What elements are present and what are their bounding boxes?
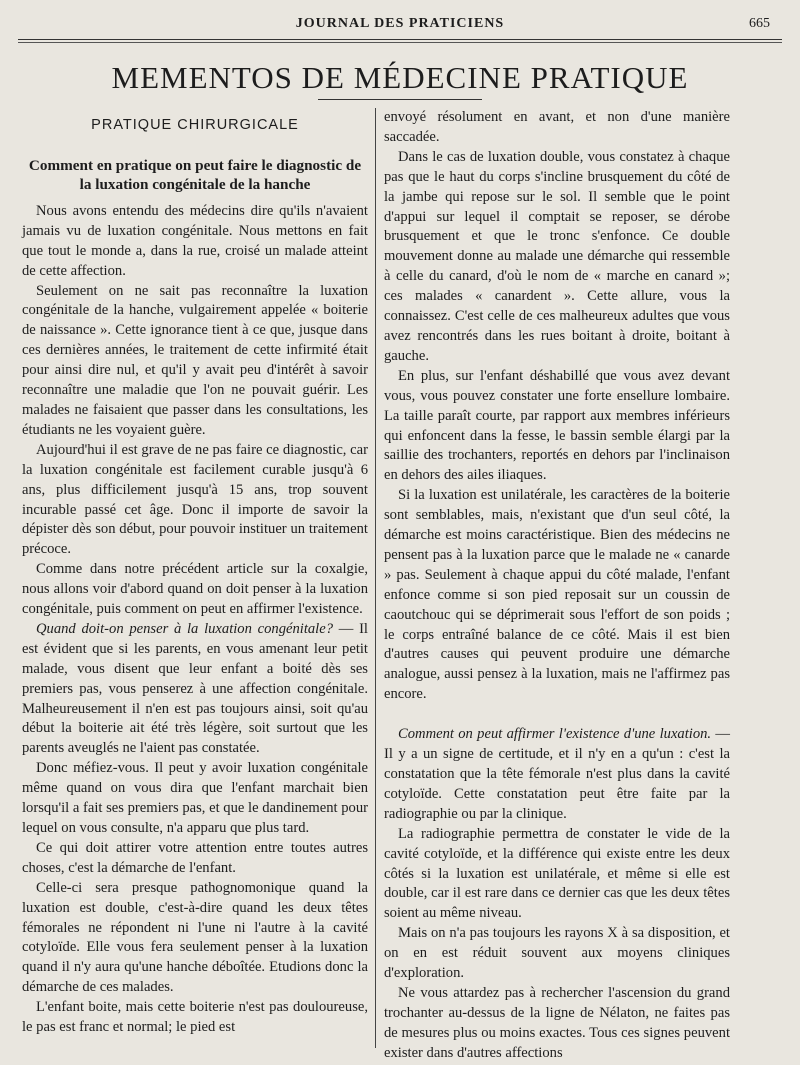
- header-rule-thin: [18, 42, 782, 43]
- journal-name: JOURNAL DES PRATICIENS: [295, 16, 505, 31]
- page-title: MEMENTOS DE MÉDECINE PRATIQUE: [111, 60, 689, 95]
- paragraph: Mais on n'a pas toujours les rayons X à sa disposition, et on en est réduit souvent aux moyens cliniques d'exploration.: [384, 925, 730, 982]
- article-title: Comment en pratique on peut faire le diagnostic de la luxation congénitale de la hanche: [28, 156, 362, 193]
- paragraph: envoyé résolument en avant, et non d'une manière saccadée.: [384, 109, 730, 145]
- left-column: [22, 108, 368, 1038]
- paragraph: Si la luxation est unilatérale, les caractères de la boiterie sont semblables, mais, n'existant que d'un seul côté, la démarche est moins caractéristique. Bien des médecins ne pensent pas à la luxation parce que le malade ne « canarde » pas. Seulement à chaque appui du côté malade, l'enfant enfonce comme si son pied reposait sur un coussin de caoutchouc qui se déprimerait sous l'effort de son poids ; le corps entraîné balance de ce côté. Mais il est bien d'autres causes qui peuvent produire une démarche analogue, aussi pensez à la luxation, mais ne l'affirmez pas encore.: [384, 487, 730, 703]
- italic-heading: Quand doit-on penser à la luxation congénitale?: [36, 620, 334, 637]
- paragraph: Seulement on ne sait pas reconnaître la luxation congénitale de la hanche, vulgairement appelée « boiterie de naissance ». Cette ignorance tient à ce que, jusque dans ces dernières années, le traitement de cette infirmité était pour ainsi dire nul, et qu'il y avait peu d'intérêt à savoir reconnaître une maladie que l'on ne pouvait guérir. Les malades ne faisaient que passer dans les consultations, les étudiants ne les voyaient guère.: [22, 282, 368, 438]
- right-column: [384, 108, 730, 1064]
- title-rule: [318, 99, 482, 100]
- paragraph: Donc méfiez-vous. Il peut y avoir luxation congénitale même quand on vous dira que l'enfant marchait bien lorsqu'il a fait ses premiers pas, et que le dandinement pour lequel on vous consulte, n'a apparu que plus tard.: [22, 760, 368, 836]
- paragraph-text: — Il y a un signe de certitude, et il n'y en a qu'un : c'est la constatation que la tête fémorale n'est plus dans la cavité cotyloïde. Cette constatation peut être faite par la radiographie ou par la clinique.: [384, 726, 730, 822]
- header-rule: [18, 39, 782, 40]
- column-divider: [375, 108, 376, 1048]
- paragraph: Nous avons entendu des médecins dire qu'ils n'avaient jamais vu de luxation congénitale. Nous mettons en fait que tout le monde a, dans la rue, croisé un malade atteint de cette affection.: [22, 202, 368, 279]
- paragraph: Ne vous attardez pas à rechercher l'ascension du grand trochanter au-dessus de la ligne de Nélaton, ne faites pas de mesures plus ou moins exactes. Tous ces signes peuvent exister dans d'autres affections: [384, 984, 730, 1061]
- paragraph-with-heading: [22, 620, 368, 759]
- paragraph-with-heading: [384, 725, 730, 825]
- paragraph: En plus, sur l'enfant déshabillé que vous avez devant vous, vous pouvez constater une forte ensellure lombaire. La taille paraît courte, par rapport aux membres inférieurs qui enfoncent dans la fesse, le bassin semble élargi par la saillie des trochanters, reportés en dehors par l'inclinaison en dehors des ailes iliaques.: [384, 367, 730, 484]
- section-label: PRATIQUE CHIRURGICALE: [91, 117, 299, 133]
- paragraph: Dans le cas de luxation double, vous constatez à chaque pas que le haut du corps s'incline brusquement du côté de la jambe qui repose sur le sol. Il semble que le point d'appui sur lequel il comptait se reposer, se dérobe brusquement et que le tronc s'enfonce. Ce double mouvement donne au malade une démarche qui ressemble à celle du canard, d'où le nom de « marche en canard »; ces malades « canardent ». Cette allure, vous la connaissez. C'est celle de ces malheureux adultes que vous avez rencontrés dans les rues boitant à droite, boitant à gauche.: [384, 148, 730, 364]
- paragraph: Celle-ci sera presque pathognomonique quand la luxation est double, c'est-à-dire quand les deux têtes fémorales ne répondent ni l'une ni l'autre à la cavité cotyloïde. Elle vous fera seulement penser à la luxation quand il n'y aura qu'une hanche déboîtée. Etudions donc la démarche de ces malades.: [22, 879, 368, 996]
- italic-heading: Comment on peut affirmer l'existence d'une luxation.: [398, 726, 712, 743]
- paragraph: Ce qui doit attirer votre attention entre toutes autres choses, c'est la démarche de l'enfant.: [22, 839, 368, 876]
- page-number: 665: [749, 16, 770, 31]
- paragraph: Comme dans notre précédent article sur la coxalgie, nous allons voir d'abord quand on doit penser à la luxation congénitale, puis comment on peut en affirmer l'existence.: [22, 561, 368, 618]
- paragraph: Aujourd'hui il est grave de ne pas faire ce diagnostic, car la luxation congénitale est facilement curable jusqu'à 6 ans, plus difficilement jusqu'à 15 ans, trop souvent incurable passé cet âge. Donc il importe de savoir la dépister dès son début, pour pouvoir instituer un traitement précoce.: [22, 441, 368, 558]
- paragraph: La radiographie permettra de constater le vide de la cavité cotyloïde, et la différence qui existe entre les deux côtés si la luxation est unilatérale, et même si elle est double, car il est rare dans ce dernier cas que les deux têtes soient au même niveau.: [384, 825, 730, 922]
- running-head: [20, 16, 780, 36]
- paragraph-text: — Il est évident que si les parents, en vous amenant leur petit malade, vous disent que leur enfant a boité dès ses premiers pas, vous penserez à une affection congénitale. Malheureusement il n'en est pas toujours ainsi, soit qu'au début la boiterie ait été très légère, soit surtout que les parents aveuglés ne l'aient pas constatée.: [22, 620, 368, 757]
- paragraph: L'enfant boite, mais cette boiterie n'est pas douloureuse, le pas est franc et normal; le pied est: [22, 999, 368, 1036]
